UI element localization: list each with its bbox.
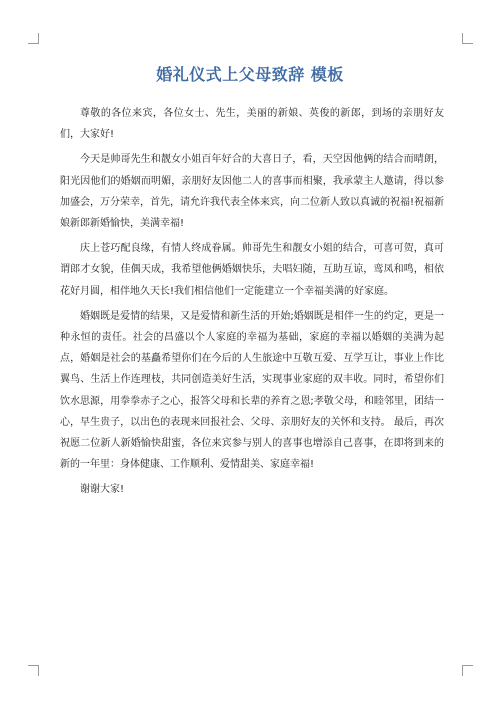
crop-mark-top-right: [462, 33, 473, 44]
document-title: 婚礼仪式上父母致辞 模板: [156, 65, 344, 84]
crop-mark-bottom-left: [28, 665, 39, 676]
paragraph-blessing: 今天是帅哥先生和靓女小姐百年好合的大喜日子，看，天空因他俩的结合而晴朗，阳光因他们的婚姻而明媚，亲朋好友因他二人的喜事而相聚，我承蒙主人邀请，得以参加盛会，万分荣幸，首先，请允许我代表全体来宾，向二位新人致以真诚的祝福!祝福新娘新郎新婚愉快，美满幸福!: [60, 154, 445, 230]
crop-mark-bottom-right: [462, 665, 473, 676]
paragraph-wishes: 庆上苍巧配良缘，有情人终成眷属。帅哥先生和靓女小姐的结合，可喜可贺，真可谓郎才女貌，佳偶天成，我希望他俩婚姻快乐，夫唱妇随，互助互谅，鸾凤和鸣，相依花好月圆，相伴地久天长!我们相信他们一定能建立一个幸福美满的好家庭。: [60, 243, 444, 297]
paragraph-marriage: 婚姻既是爱情的结果，又是爱情和新生活的开始;婚姻既是相伴一生的约定，更是一种永恒的责任。社会的昌盛以个人家庭的幸福为基础，家庭的幸福以婚姻的美满为起点，婚姻是社会的基矗希望你们在今后的人生旅途中互敬互爱、互学互让，事业上作比翼鸟、生活上作连理枝，共同创造美好生活，实现事业家庭的双丰收。同时，希望你们饮水思源，用拳拳赤子之心，报答父母和长辈的养育之恩;孝敬父母，和睦邻里，团结一心，早生贵子，以出色的表现来回报社会、父母、亲朋好友的关怀和支持。 最后，再次祝愿二位新人新婚愉快甜蜜，各位来宾参与别人的喜事也增添自己喜事，在即将到来的新的一年里：身体健康、工作顺利、爱情甜美、家庭幸福!: [60, 310, 444, 471]
document-body: [60, 103, 444, 501]
paragraph-greeting: 尊敬的各位来宾，各位女士、先生，美丽的新娘、英俊的新郎，到场的亲朋好友们，大家好!: [60, 108, 444, 141]
crop-mark-top-left: [28, 33, 39, 44]
closing-thanks: 谢谢大家!: [80, 484, 125, 496]
